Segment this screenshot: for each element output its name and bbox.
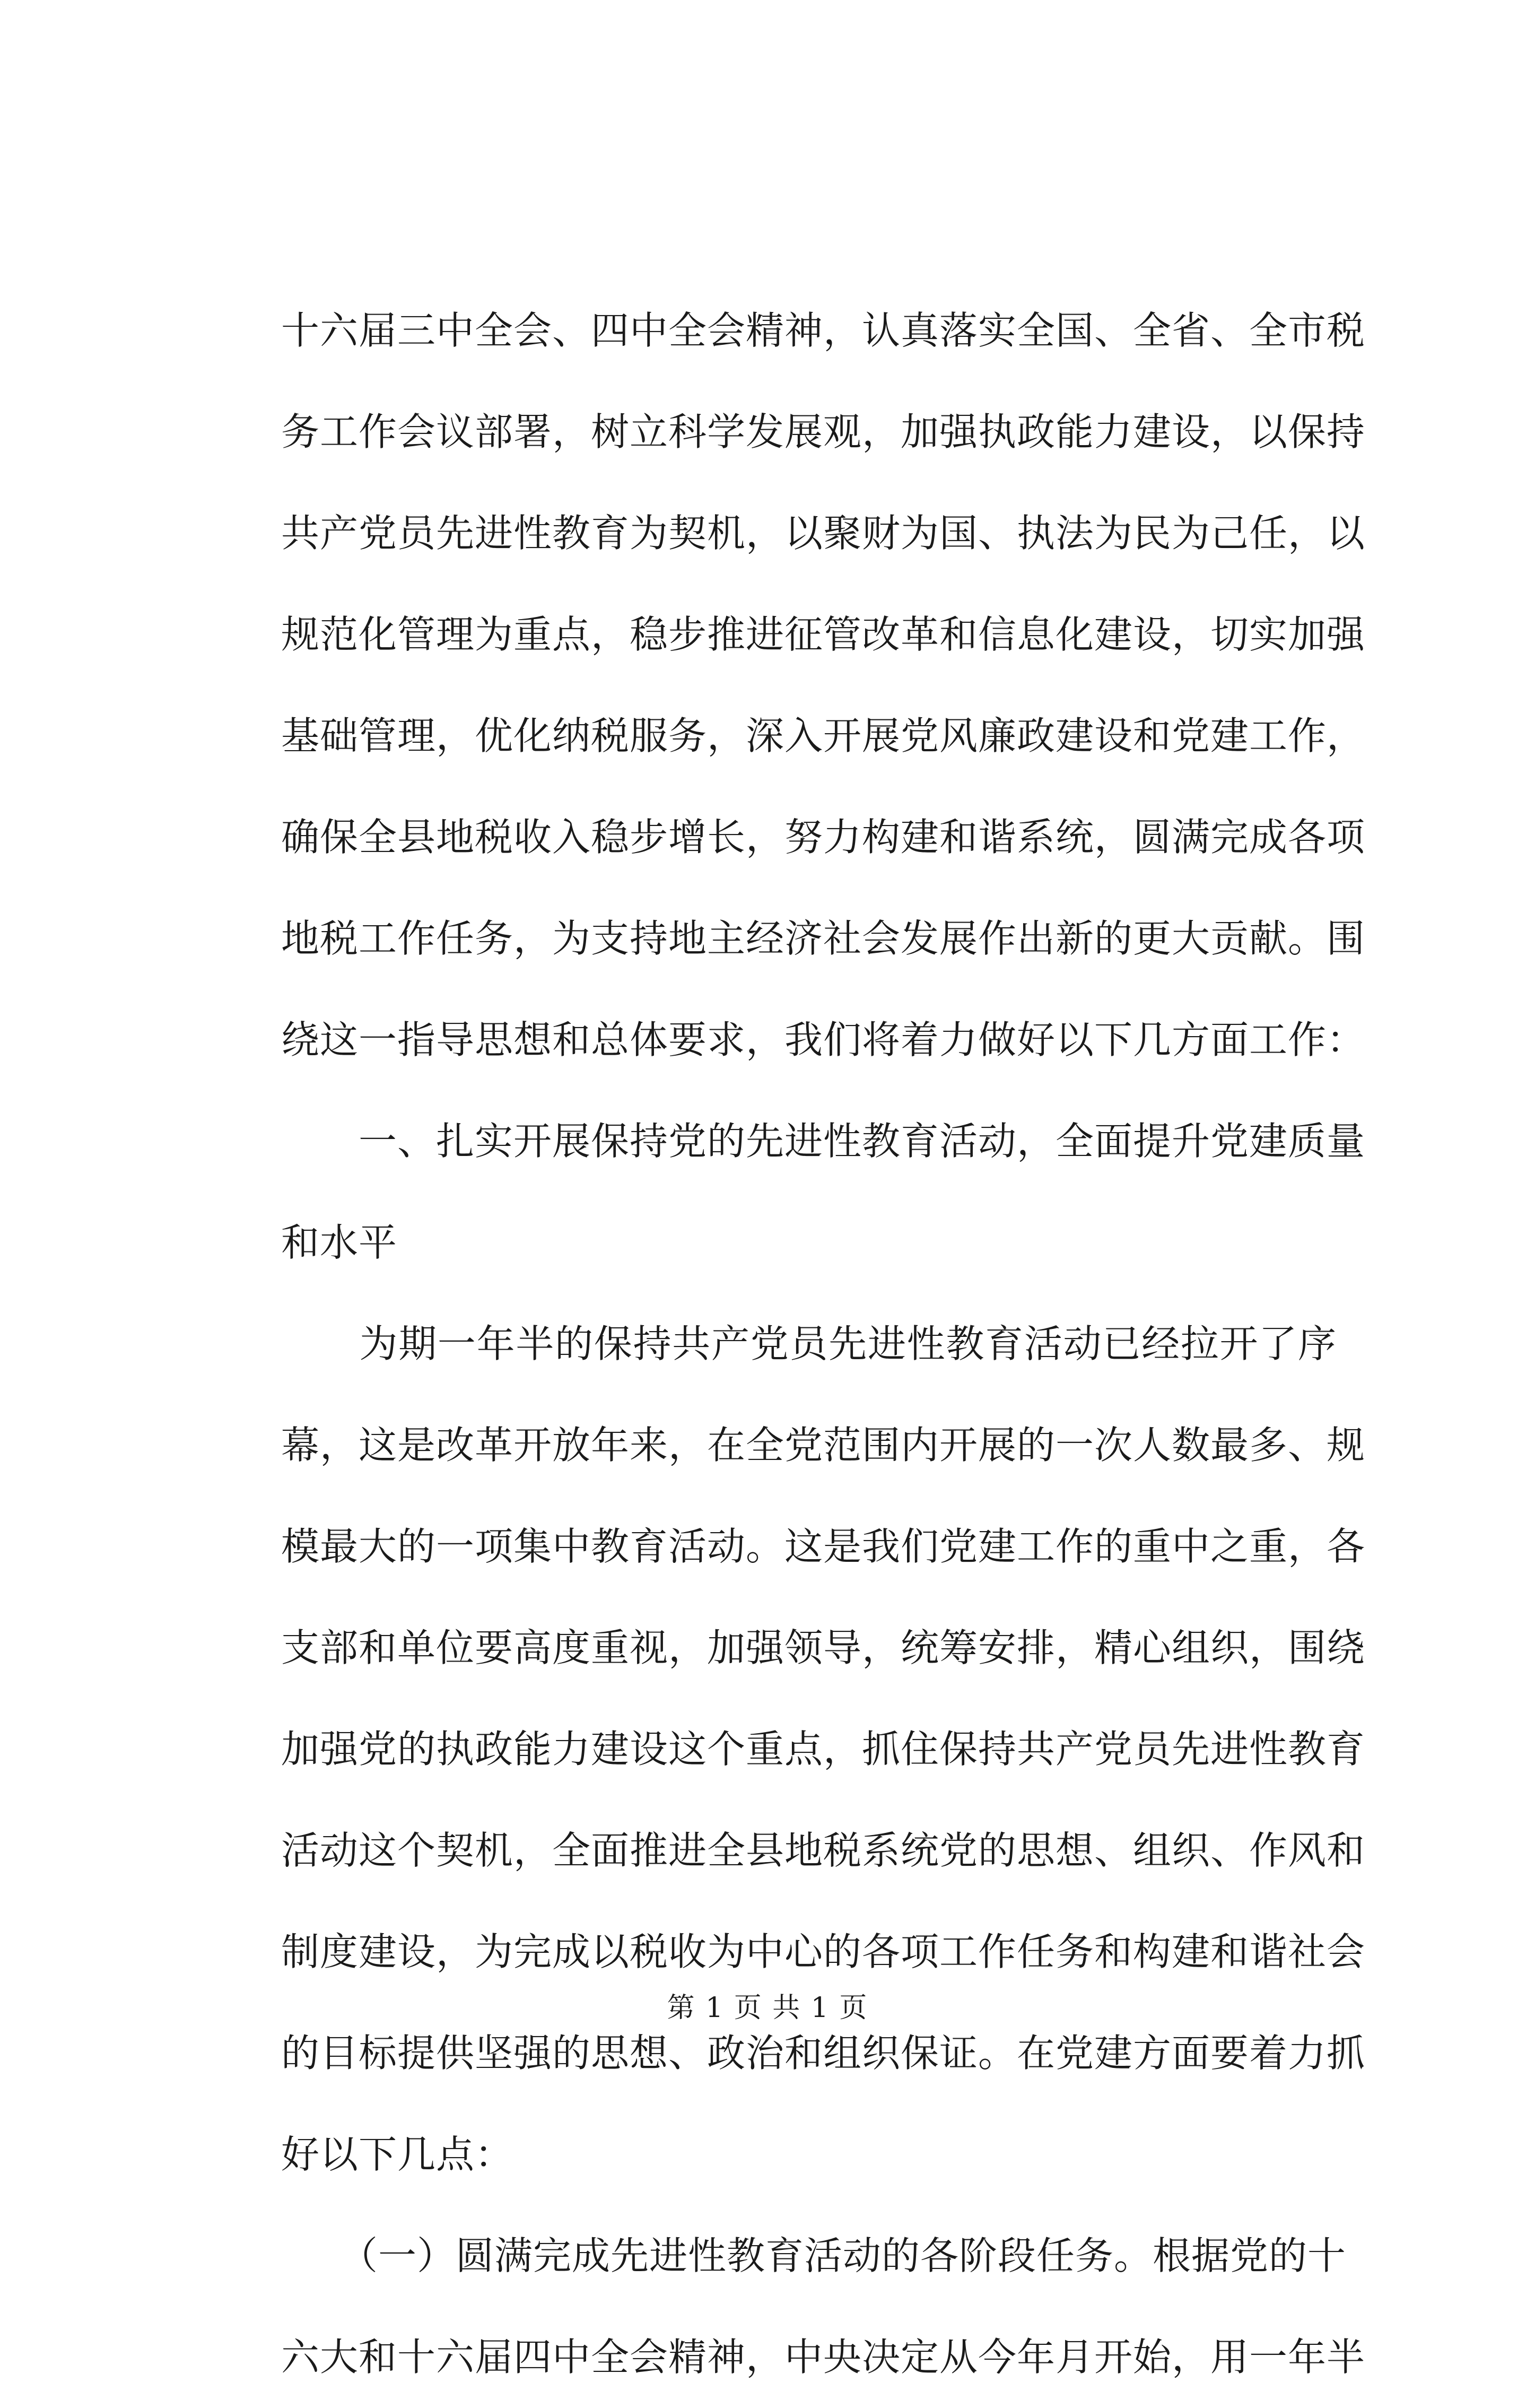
text-line: 规范化管理为重点，稳步推进征管改革和信息化建设，切实加强 (281, 612, 1366, 657)
text-line: 绕这一指导思想和总体要求，我们将着力做好以下几方面工作： (281, 1018, 1366, 1062)
text-line: （一）圆满完成先进性教育活动的各阶段任务。根据党的十 (281, 2233, 1347, 2278)
text-line: 六大和十六届四中全会精神，中央决定从今年月开始，用一年半 (281, 2335, 1366, 2379)
text-line: 模最大的一项集中教育活动。这是我们党建工作的重中之重，各 (281, 1524, 1366, 1569)
text-line: 十六届三中全会、四中全会精神，认真落实全国、全省、全市税 (281, 308, 1366, 353)
text-line: 的目标提供坚强的思想、政治和组织保证。在党建方面要着力抓 (281, 2031, 1366, 2075)
text-line: 基础管理，优化纳税服务，深入开展党风廉政建设和党建工作， (281, 714, 1366, 758)
text-line: 共产党员先进性教育为契机，以聚财为国、执法为民为己任，以 (281, 511, 1366, 555)
text-line: 务工作会议部署，树立科学发展观，加强执政能力建设，以保持 (281, 410, 1366, 454)
page-footer (0, 1989, 1535, 2027)
text-line: 加强党的执政能力建设这个重点，抓住保持共产党员先进性教育 (281, 1727, 1366, 1771)
page-number-label: 第 1 页 共 1 页 (667, 1992, 868, 2024)
text-line: 活动这个契机，全面推进全县地税系统党的思想、组织、作风和 (281, 1828, 1366, 1873)
text-line: 确保全县地税收入稳步增长，努力构建和谐系统，圆满完成各项 (281, 815, 1366, 859)
section-heading-line: 一、扎实开展保持党的先进性教育活动，全面提升党建质量 (281, 1119, 1366, 1163)
text-line: 好以下几点： (281, 2132, 514, 2177)
section-heading-line: 和水平 (281, 1220, 398, 1265)
document-body (281, 280, 1366, 2408)
text-line: 支部和单位要高度重视，加强领导，统筹安排，精心组织，围绕 (281, 1625, 1366, 1670)
text-line: 制度建设，为完成以税收为中心的各项工作任务和构建和谐社会 (281, 1929, 1366, 1974)
text-line: 地税工作任务，为支持地主经济社会发展作出新的更大贡献。围 (281, 916, 1366, 961)
text-line: 为期一年半的保持共产党员先进性教育活动已经拉开了序 (281, 1322, 1337, 1366)
text-line: 幕，这是改革开放年来，在全党范围内开展的一次人数最多、规 (281, 1423, 1366, 1467)
